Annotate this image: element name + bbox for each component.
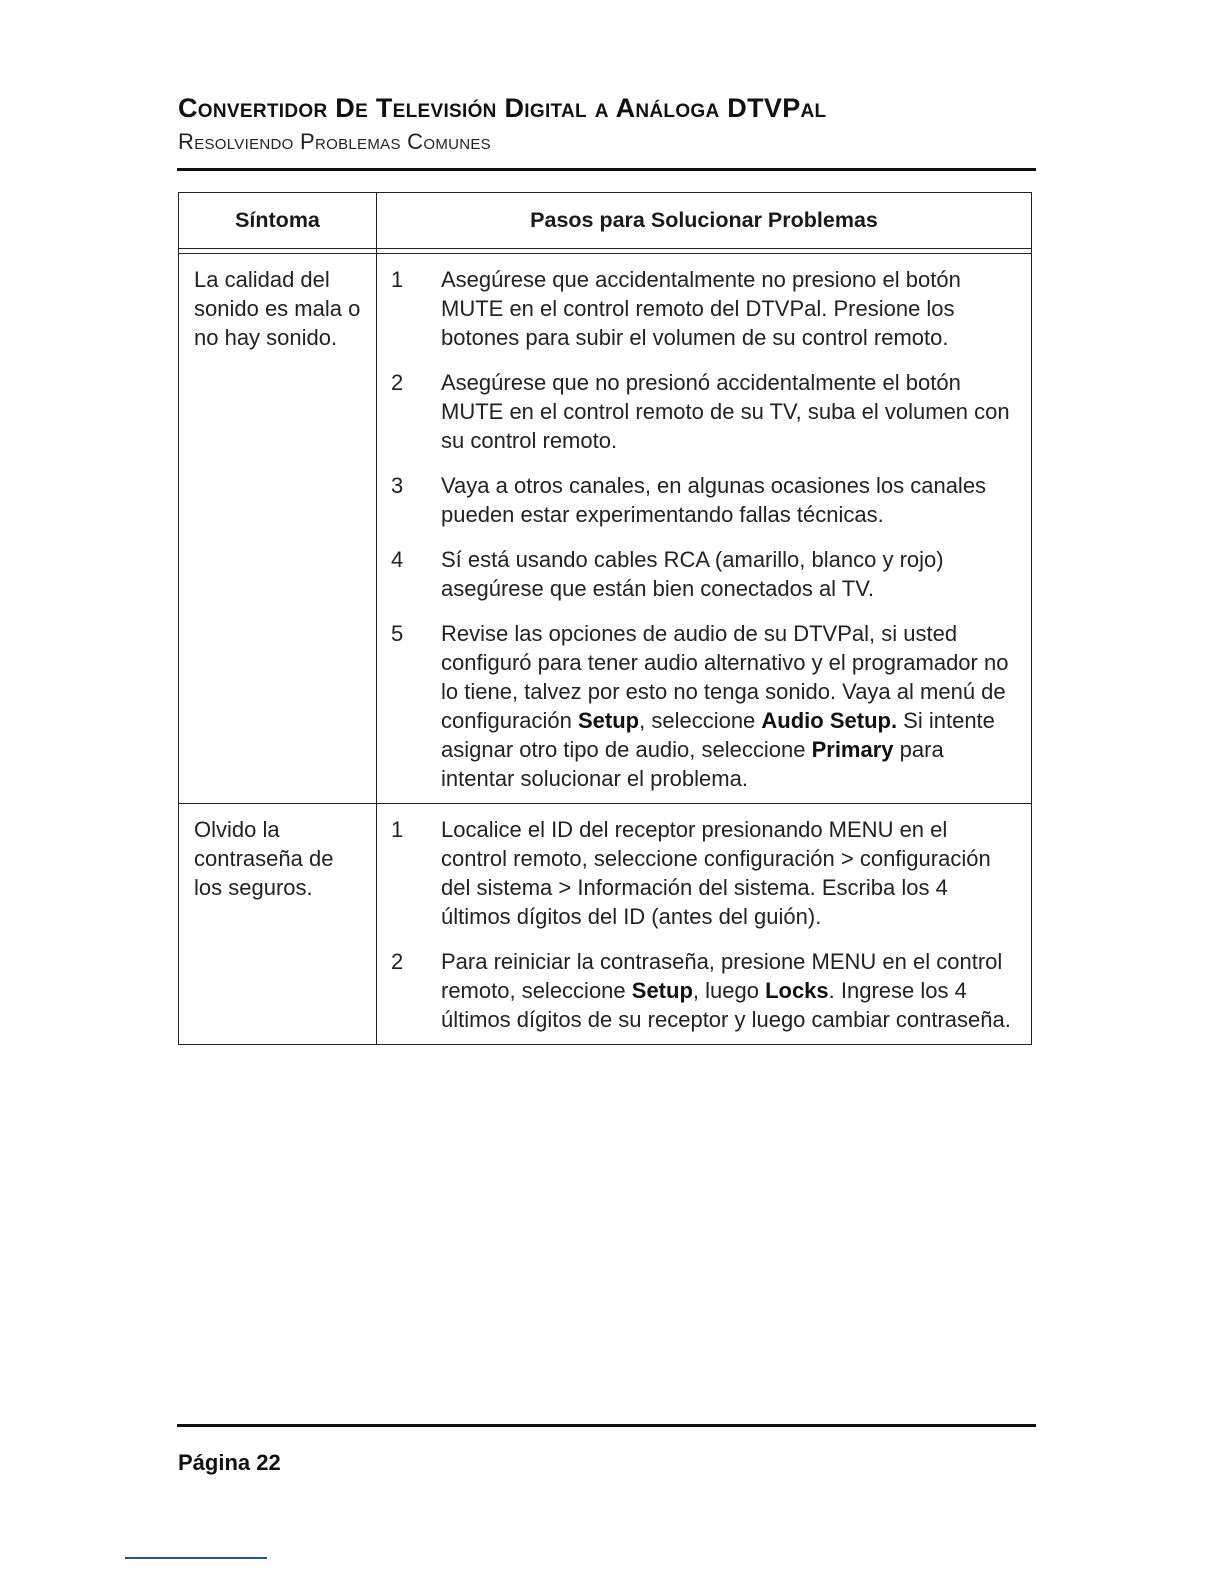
step-text xyxy=(441,947,1015,1034)
section-subtitle: Resolviendo Problemas Comunes xyxy=(178,129,491,154)
step-text xyxy=(441,619,1015,793)
step-item xyxy=(391,368,1015,455)
page-header xyxy=(178,88,1036,156)
step-item xyxy=(391,815,1015,931)
symptom-cell: Olvido la contraseña de los seguros. xyxy=(179,804,377,1045)
step-number: 2 xyxy=(391,949,404,974)
column-header-steps: Pasos para Solucionar Problemas xyxy=(377,193,1032,249)
document-title: Convertidor De Televisión Digital a Análoga DTVPal xyxy=(178,93,827,123)
table-row xyxy=(179,804,1032,1045)
steps-cell xyxy=(377,804,1032,1045)
step-text-part: Si intente asignar otro tipo de audio, seleccione xyxy=(441,708,995,762)
step-item xyxy=(391,265,1015,352)
step-number: 5 xyxy=(391,621,404,646)
locks-menu-term: Locks xyxy=(765,978,829,1003)
step-text-part: , seleccione xyxy=(639,708,762,733)
step-text-part: para intentar solucionar el problema. xyxy=(441,737,944,791)
step-text: Vaya a otros canales, en algunas ocasiones los canales pueden estar experimentando fallas técnicas. xyxy=(441,473,987,527)
step-item xyxy=(391,545,1015,603)
steps-cell xyxy=(377,254,1032,804)
step-number: 1 xyxy=(391,817,404,842)
step-number: 2 xyxy=(391,370,404,395)
setup-menu-term: Setup xyxy=(577,708,640,733)
audio-setup-term: Audio Setup. xyxy=(761,708,898,733)
table-header-row xyxy=(179,193,1032,249)
step-text: Asegúrese que no presionó accidentalmente el botón MUTE en el control remoto de su TV, suba el volumen con su control remoto. xyxy=(441,370,1010,453)
step-text: Asegúrese que accidentalmente no presiono el botón MUTE en el control remoto del DTVPal. Presione los botones para subir el volumen de su control remoto. xyxy=(441,267,961,350)
step-text-part: Revise las opciones de audio de su DTVPal, si usted configuró para tener audio alternativo y el programador no lo tiene, talvez por esto no tenga sonido. Vaya al menú de configuración xyxy=(441,621,1009,733)
column-header-symptom: Síntoma xyxy=(179,193,377,249)
troubleshooting-table xyxy=(178,192,1032,1045)
step-text-part: . Ingrese los 4 últimos dígitos de su receptor y luego cambiar contraseña. xyxy=(441,978,1011,1032)
step-number: 1 xyxy=(391,267,404,292)
header-rule xyxy=(177,168,1036,171)
symptom-cell: La calidad del sonido es mala o no hay sonido. xyxy=(179,254,377,804)
step-text-part: Para reiniciar la contraseña, presione MENU en el control remoto, seleccione xyxy=(441,949,1003,1003)
step-number: 4 xyxy=(391,547,404,572)
step-text-part: , luego xyxy=(692,978,766,1003)
footer-rule xyxy=(177,1424,1036,1427)
table-row xyxy=(179,254,1032,804)
step-text: Localice el ID del receptor presionando MENU en el control remoto, seleccione configuración > configuración del sistema > Información del sistema. Escriba los 4 últimos dígitos del ID (antes del guión). xyxy=(441,817,991,929)
step-item xyxy=(391,619,1015,793)
step-number: 3 xyxy=(391,473,404,498)
step-item xyxy=(391,471,1015,529)
scan-mark-line xyxy=(125,1557,267,1559)
primary-option-term: Primary xyxy=(811,737,894,762)
step-text: Sí está usando cables RCA (amarillo, blanco y rojo) asegúrese que están bien conectados al TV. xyxy=(441,547,944,601)
step-item xyxy=(391,947,1015,1034)
setup-menu-term: Setup xyxy=(631,978,693,1003)
page-number: Página 22 xyxy=(178,1450,281,1475)
